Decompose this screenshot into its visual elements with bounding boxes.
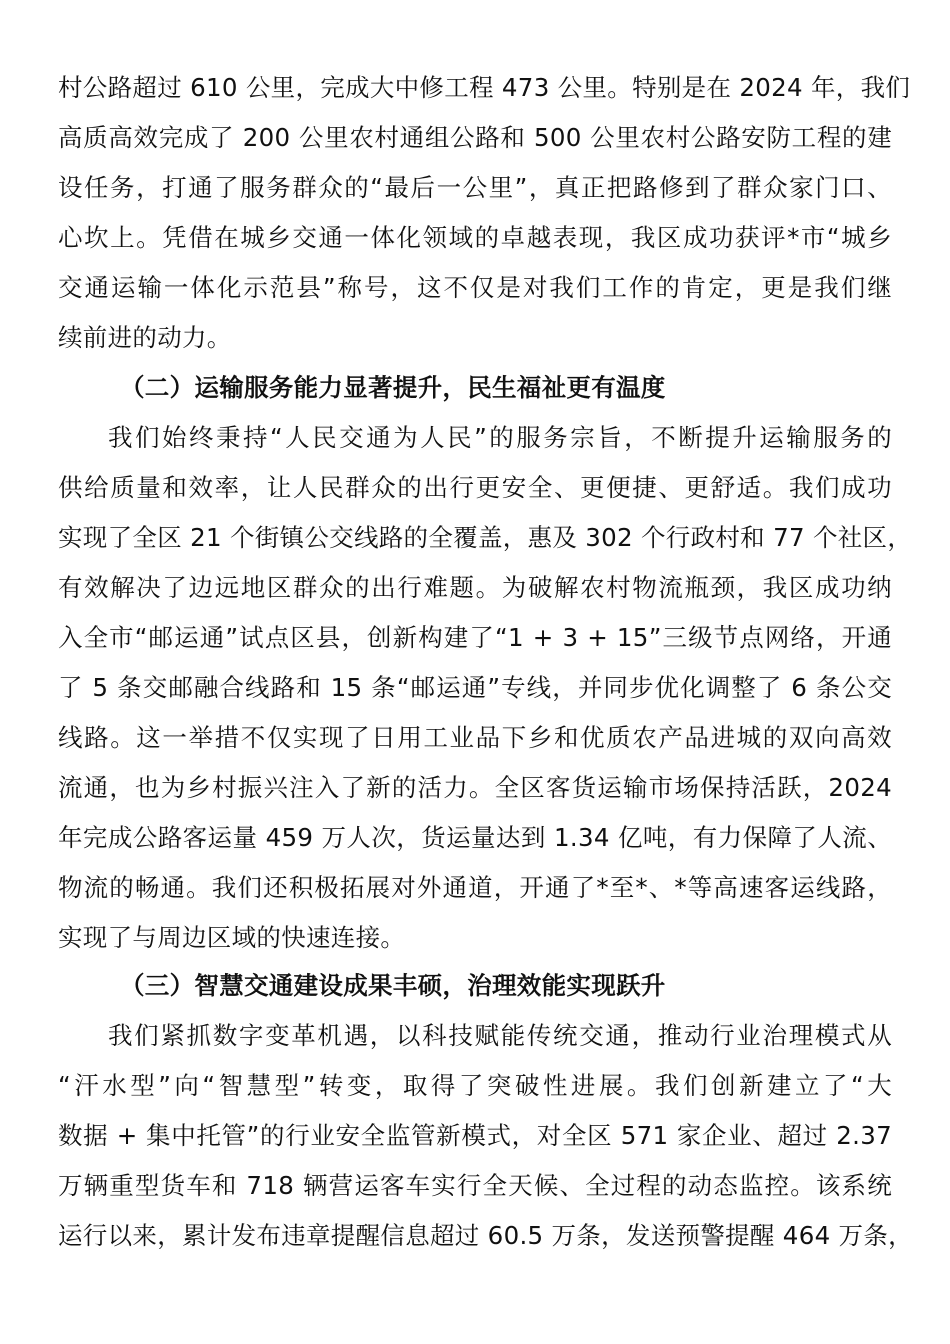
paragraph-line: 实现了与周边区域的快速连接。 <box>58 923 406 952</box>
paragraph-line: 村公路超过 610 公里，完成大中修工程 473 公里。特别是在 2024 年，我们 <box>58 73 911 102</box>
paragraph-line: 了 5 条交邮融合线路和 15 条“邮运通”专线，并同步优化调整了 6 条公交 <box>58 673 892 702</box>
section-heading: （二）运输服务能力显著提升，民生福祉更有温度 <box>120 373 666 402</box>
paragraph-line: 设任务，打通了服务群众的“最后一公里”，真正把路修到了群众家门口、 <box>58 173 892 202</box>
paragraph-line: 年完成公路客运量 459 万人次，货运量达到 1.34 亿吨，有力保障了人流、 <box>58 823 892 852</box>
section-heading: （三）智慧交通建设成果丰硕，治理效能实现跃升 <box>120 971 666 1000</box>
paragraph-line: “汗水型”向“智慧型”转变，取得了突破性进展。我们创新建立了“大 <box>58 1071 892 1100</box>
paragraph-line: 交通运输一体化示范县”称号，这不仅是对我们工作的肯定，更是我们继 <box>58 273 892 302</box>
paragraph-line: 心坎上。凭借在城乡交通一体化领域的卓越表现，我区成功获评*市“城乡 <box>58 223 892 252</box>
paragraph-line: 我们始终秉持“人民交通为人民”的服务宗旨，不断提升运输服务的 <box>108 423 892 452</box>
paragraph-line: 续前进的动力。 <box>58 323 232 352</box>
paragraph-line: 数据 + 集中托管”的行业安全监管新模式，对全区 571 家企业、超过 2.37 <box>58 1121 892 1150</box>
paragraph-line: 实现了全区 21 个街镇公交线路的全覆盖，惠及 302 个行政村和 77 个社区， <box>58 523 913 552</box>
paragraph-line: 流通，也为乡村振兴注入了新的活力。全区客货运输市场保持活跃，2024 <box>58 773 892 802</box>
paragraph-line: 运行以来，累计发布违章提醒信息超过 60.5 万条，发送预警提醒 464 万条， <box>58 1221 913 1250</box>
paragraph-line: 万辆重型货车和 718 辆营运客车实行全天候、全过程的动态监控。该系统 <box>58 1171 892 1200</box>
paragraph-line: 供给质量和效率，让人民群众的出行更安全、更便捷、更舒适。我们成功 <box>58 473 892 502</box>
paragraph-line: 有效解决了边远地区群众的出行难题。为破解农村物流瓶颈，我区成功纳 <box>58 573 892 602</box>
paragraph-line: 物流的畅通。我们还积极拓展对外通道，开通了*至*、*等高速客运线路， <box>58 873 892 902</box>
paragraph-line: 高质高效完成了 200 公里农村通组公路和 500 公里农村公路安防工程的建 <box>58 123 892 152</box>
paragraph-line: 入全市“邮运通”试点区县，创新构建了“1 + 3 + 15”三级节点网络，开通 <box>58 623 892 652</box>
paragraph-line: 我们紧抓数字变革机遇，以科技赋能传统交通，推动行业治理模式从 <box>108 1021 892 1050</box>
paragraph-line: 线路。这一举措不仅实现了日用工业品下乡和优质农产品进城的双向高效 <box>58 723 892 752</box>
